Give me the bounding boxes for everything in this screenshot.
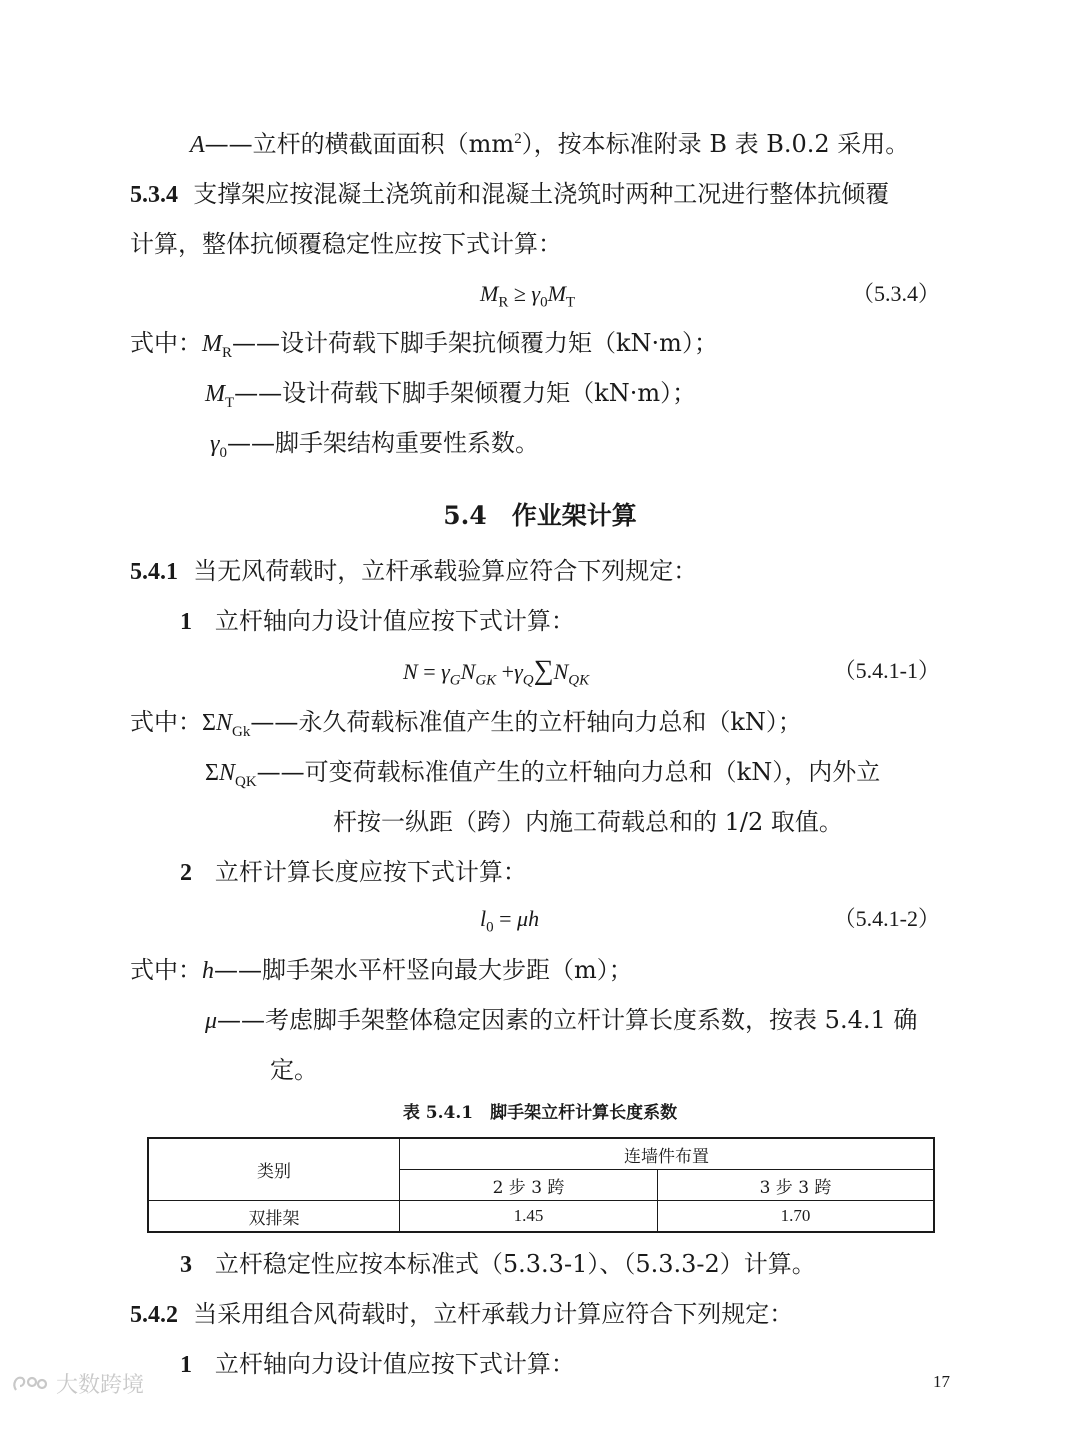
where-gamma0 [210,427,539,460]
h-text: ——脚手架水平杆竖向最大步距（m）； [214,956,633,984]
item-1 [180,605,575,638]
formula-5-4-1-2 [480,904,539,934]
gamma0-text: ——脚手架结构重要性系数。 [226,429,539,457]
where-mt [205,377,696,410]
item-number: 2 [180,860,192,886]
sym-n: N [215,710,232,736]
row-label: 双排架 [148,1201,400,1233]
definition-area [190,128,909,161]
item-text: 立杆轴向力设计值应按下式计算： [214,1350,575,1378]
f-sub-0: 0 [486,919,494,936]
clause-5-4-1 [130,555,697,588]
clause-number: 5.4.1 [130,559,178,585]
where-lead: 式中： [130,956,202,984]
f-sum: ∑ [533,655,554,686]
watermark-logo-icon [10,1372,50,1396]
definition-area-text2: ），按本标准附录 B 表 B.0.2 采用。 [521,130,910,158]
clause-5-3-4 [130,178,889,211]
f-sub-0: 0 [540,294,548,311]
sym-m: M [205,381,225,407]
sym-h: h [202,958,214,984]
mr-text: ——设计荷载下脚手架抗倾覆力矩（kN·m）； [232,329,718,357]
cell-value-2: 1.70 [658,1201,935,1233]
f-sub-r: R [498,294,509,311]
f-n: N [403,659,418,684]
ngk-text: ——永久荷载标准值产生的立杆轴向力总和（kN）； [250,708,802,736]
f-sub-gk: GK [475,672,497,689]
formula-5-3-4 [480,279,575,309]
f-l: l [480,906,487,931]
table-row [148,1201,934,1233]
sub-t: T [225,394,235,411]
mu-text: ——考虑脚手架整体稳定因素的立杆计算长度系数，按表 5.4.1 确 [217,1006,918,1034]
definition-area-text: ——立杆的横截面面积（mm [204,130,515,158]
clause-text-line1: 支撑架应按混凝土浇筑前和混凝土浇筑时两种工况进行整体抗倾覆 [193,180,890,208]
item-number: 1 [180,609,192,635]
clause-5-4-2 [130,1298,793,1331]
where-nqk [205,756,880,789]
item-text: 立杆稳定性应按本标准式（5.3.3-1）、（5.3.3-2）计算。 [214,1250,816,1278]
sigma: Σ [205,760,219,786]
f-n-qk: N [553,659,569,684]
equation-number-5-4-1-1: （5.4.1-1） [833,658,940,683]
f-n-gk: N [460,659,476,684]
page-number: 17 [933,1372,950,1391]
section-title-5-4: 5.4 作业架计算 [443,501,637,530]
item-number: 1 [180,1352,192,1378]
item-text: 立杆轴向力设计值应按下式计算： [214,607,575,635]
item-number: 3 [180,1252,192,1278]
equation-number-5-3-4: （5.3.4） [851,281,940,306]
where-h [130,954,633,987]
f-eq: = [417,659,442,684]
f-m: M [480,281,499,306]
watermark-text: 大数跨境 [56,1373,145,1398]
f-gamma-q: γ [514,659,523,684]
item-2 [180,856,527,889]
clause-text: 当无风荷载时，立杆承载验算应符合下列规定： [193,557,698,585]
sym-mu: μ [205,1008,218,1034]
length-coefficient-table [147,1137,935,1233]
sym-n: N [218,760,235,786]
f-gamma-g: γ [441,659,450,684]
superscript-2: 2 [514,131,522,147]
header-col2: 3 步 3 跨 [658,1170,935,1201]
clause-number: 5.4.2 [130,1302,178,1328]
f-plus: + [496,659,515,684]
where-lead: 式中： [130,329,202,357]
where-nqk-line2: 杆按一纵距（跨）内施工荷载总和的 1/2 取值。 [333,808,843,836]
equation-number-5-4-1-2: （5.4.1-2） [833,906,940,931]
where-mu-line2: 定。 [270,1056,318,1084]
f-eq: = [493,906,518,931]
where-mr [130,327,718,360]
cell-value-1: 1.45 [400,1201,658,1233]
clause-text: 当采用组合风荷载时，立杆承载力计算应符合下列规定： [193,1300,794,1328]
f-ge: ≥ [508,281,532,306]
f-mt: M [547,281,566,306]
header-group: 连墙件布置 [400,1138,935,1170]
formula-5-4-1-1 [403,656,589,687]
sym-m: M [202,331,222,357]
item-1-second [180,1348,575,1381]
f-sub-qk: QK [568,672,590,689]
where-lead: 式中： [130,708,202,736]
sub-qk: QK [234,773,257,790]
clause-number: 5.3.4 [130,182,178,208]
item-3 [180,1248,816,1281]
where-mu [205,1004,917,1037]
sigma: Σ [202,710,216,736]
watermark [10,1368,144,1399]
f-mu-h: μh [517,906,540,931]
sub-gk: Gk [231,723,251,740]
clause-5-3-4-line2: 计算，整体抗倾覆稳定性应按下式计算： [130,230,562,258]
f-sub-t: T [565,294,576,311]
where-ngk [130,706,802,739]
header-type: 类别 [148,1138,400,1201]
table-caption: 表 5.4.1 脚手架立杆计算长度系数 [402,1103,678,1123]
header-col1: 2 步 3 跨 [400,1170,658,1201]
sub-0: 0 [219,444,227,461]
item-text: 立杆计算长度应按下式计算： [214,858,527,886]
nqk-text: ——可变荷载标准值产生的立杆轴向力总和（kN），内外立 [256,758,881,786]
f-gamma: γ [531,281,541,306]
f-sub-q: Q [522,672,534,689]
symbol-a: A [190,132,205,158]
mt-text: ——设计荷载下脚手架倾覆力矩（kN·m）； [234,379,697,407]
sub-r: R [222,344,233,361]
sym-gamma: γ [210,431,220,457]
f-sub-g: G [449,672,461,689]
